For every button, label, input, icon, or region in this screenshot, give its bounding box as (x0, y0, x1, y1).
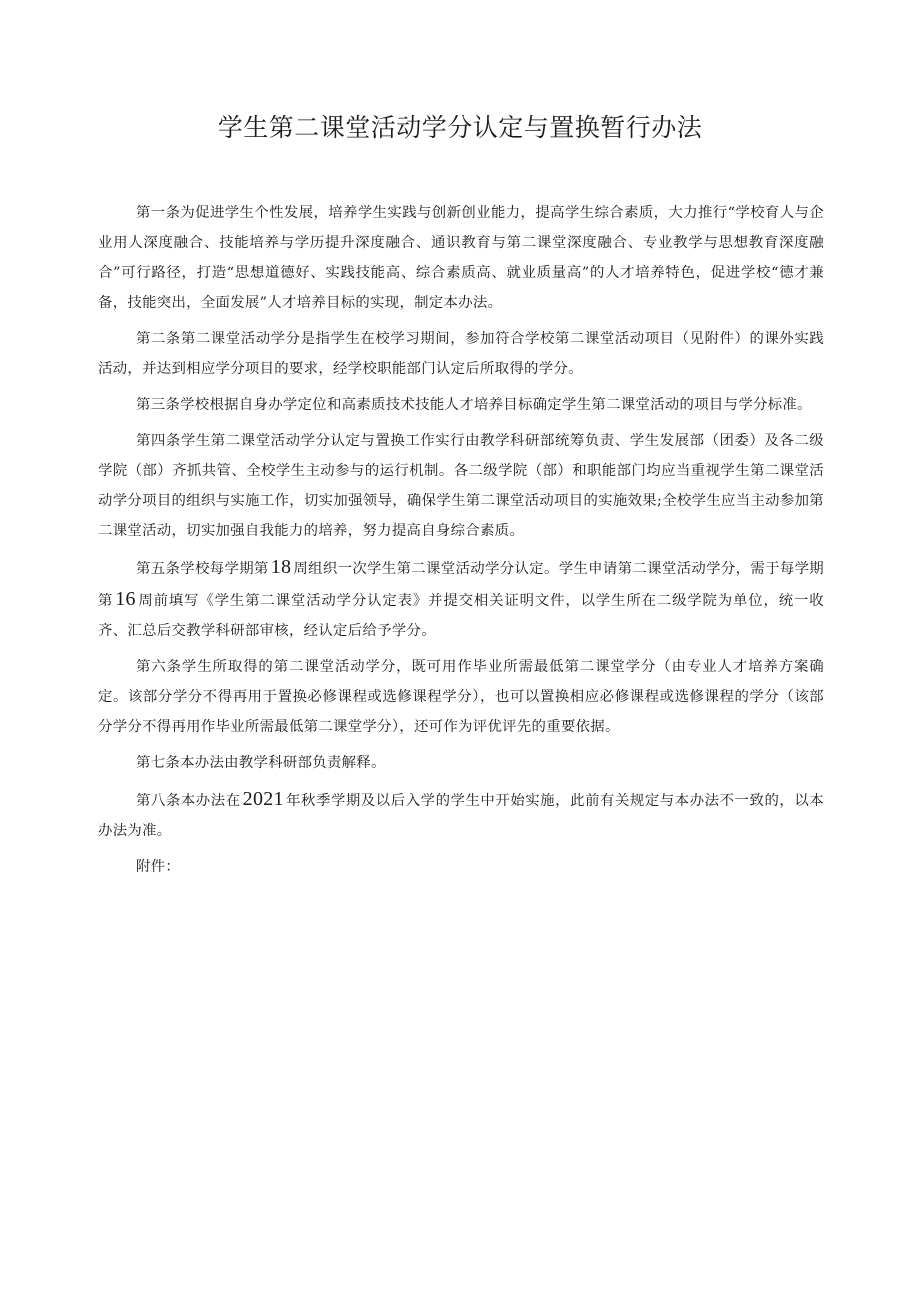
week-number-16: 16 (115, 588, 136, 610)
article-8-part-a: 第八条本办法在 (136, 793, 241, 809)
article-7: 第七条本办法由教学科研部负责解释。 (136, 755, 386, 771)
article-6: 第六条学生所取得的第二课堂活动学分，既可用作毕业所需最低第二课堂学分（由专业人才培养方案确定。该部分学分不得再用于置换必修课程或选修课程学分），也可以置换相应必修课程或选修课程的学分（该部分学分不得再用作毕业所需最低第二课堂学分），还可作为评优评先的重要依据。 (98, 659, 824, 735)
article-5 (98, 552, 824, 646)
document-title: 学生第二课堂活动学分认定与置换暂行办法 (217, 113, 703, 142)
document-body (98, 198, 824, 888)
article-1: 第一条为促进学生个性发展，培养学生实践与创新创业能力，提高学生综合素质，大力推行“学校育人与企业用人深度融合、技能培养与学历提升深度融合、通识教育与第二课堂深度融合、专业教学与思想教育深度融合”可行路径，打造“思想道德好、实践技能高、综合素质高、就业质量高”的人才培养特色，促进学校“德才兼备，技能突出，全面发展”人才培养目标的实现，制定本办法。 (98, 205, 824, 311)
article-5-part-c: 周前填写《学生第二课堂活动学分认定表》并提交相关证明文件，以学生所在二级学院为单位，统一收齐、汇总后交教学科研部审核，经认定后给予学分。 (98, 593, 824, 639)
article-5-part-b: 周组织一次学生第二课堂活动学分认定。学生申请第二课堂活动学分，需于每学期第 (98, 561, 824, 609)
article-8-part-b: 年秋季学期及以后入学的学生中开始实施，此前有关规定与本办法不一致的，以本办法为准。 (98, 793, 824, 839)
article-5-part-a: 第五条学校每学期第 (136, 561, 269, 577)
article-4: 第四条学生第二课堂活动学分认定与置换工作实行由教学科研部统筹负责、学生发展部（团委）及各二级学院（部）齐抓共管、全校学生主动参与的运行机制。各二级学院（部）和职能部门均应当重视学生第二课堂活动学分项目的组织与实施工作，切实加强领导，确保学生第二课堂活动项目的实施效果;全校学生应当主动参加第二课堂活动，切实加强自我能力的培养，努力提高自身综合素质。 (98, 433, 824, 539)
article-3: 第三条学校根据自身办学定位和高素质技术技能人才培养目标确定学生第二课堂活动的项目与学分标准。 (136, 397, 812, 413)
article-2: 第二条第二课堂活动学分是指学生在校学习期间，参加符合学校第二课堂活动项目（见附件）的课外实践活动，并达到相应学分项目的要求，经学校职能部门认定后所取得的学分。 (98, 331, 824, 377)
year-number-2021: 2021 (242, 788, 284, 810)
attachment-label: 附件： (136, 859, 181, 875)
week-number-18: 18 (270, 556, 292, 578)
article-8 (98, 784, 824, 846)
